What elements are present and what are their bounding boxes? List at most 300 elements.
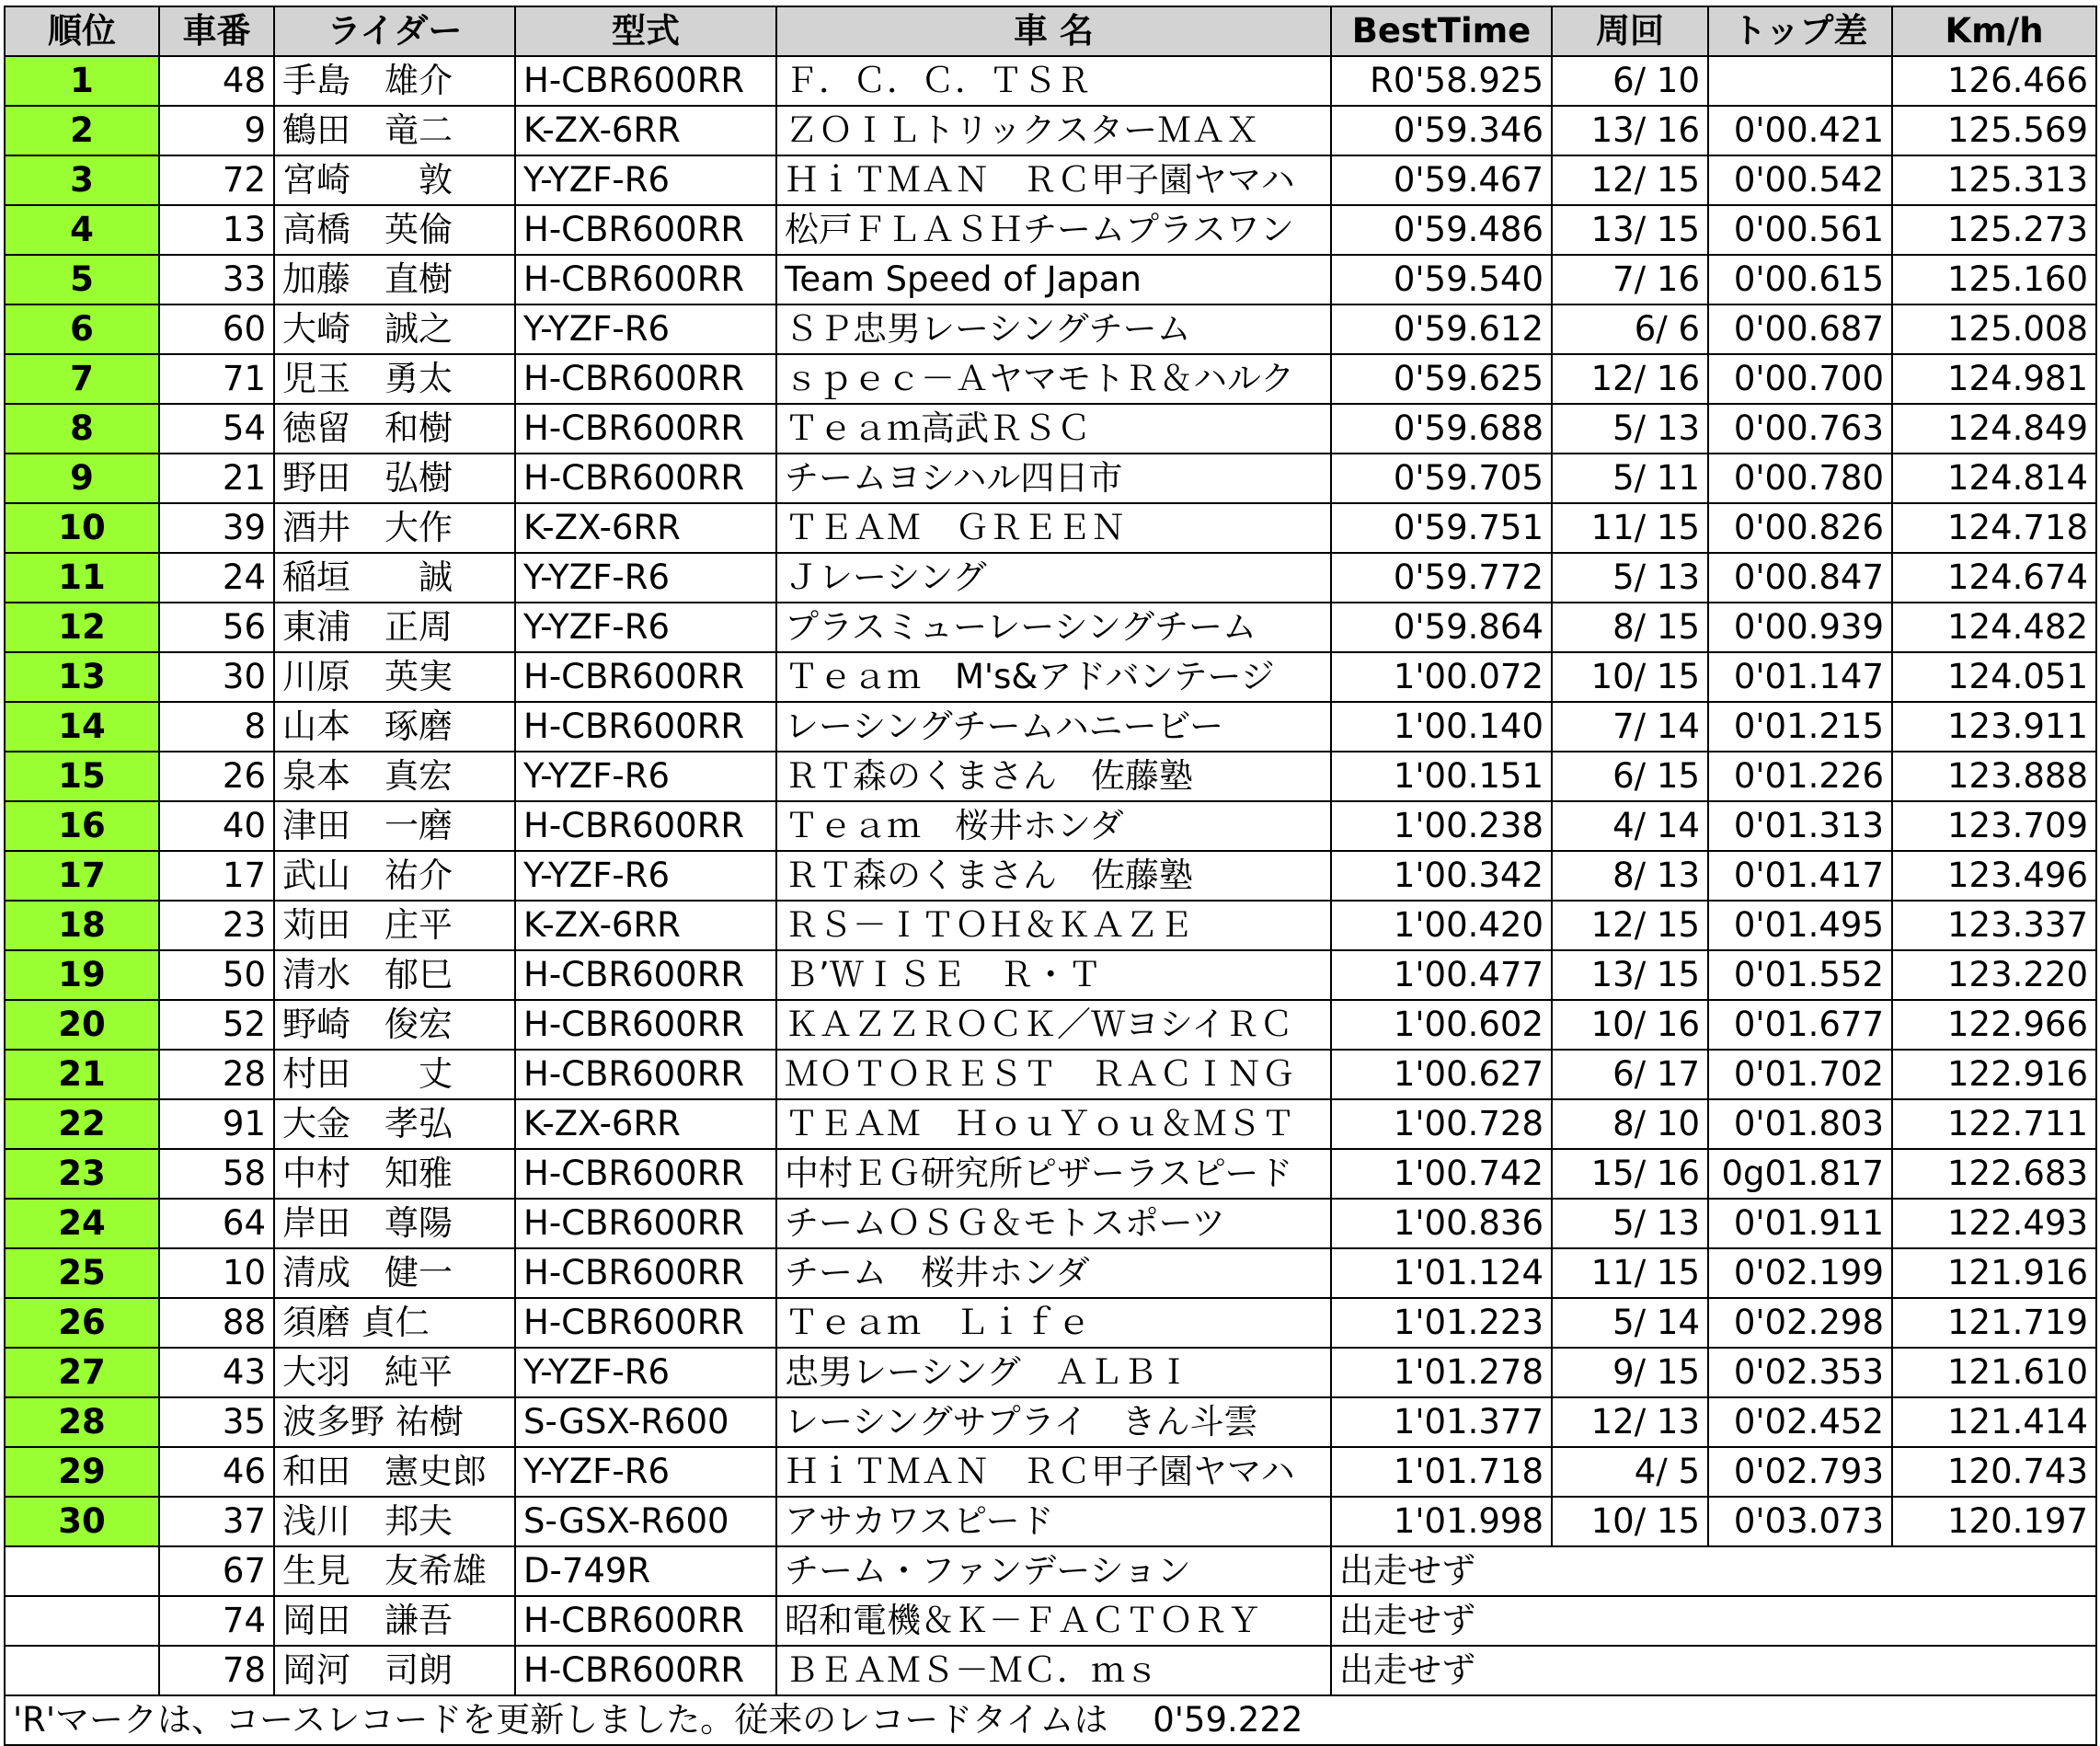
- car-number-cell: 48: [159, 56, 274, 106]
- model-cell: H-CBR600RR: [515, 1050, 776, 1099]
- col-header-model: 型式: [515, 6, 776, 56]
- gap-cell: 0'00.826: [1708, 503, 1892, 553]
- best-time-cell: 0'59.467: [1331, 155, 1552, 205]
- gap-cell: 0'02.199: [1708, 1248, 1892, 1298]
- gap-cell: 0'01.495: [1708, 901, 1892, 950]
- table-row: [5, 1497, 2096, 1546]
- model-cell: H-CBR600RR: [515, 1149, 776, 1199]
- best-time-cell: 0'59.346: [1331, 106, 1552, 155]
- team-cell: レーシングサプライ きん斗雲: [776, 1397, 1331, 1447]
- best-time-cell: 1'01.998: [1331, 1497, 1552, 1546]
- gap-cell: 0'01.677: [1708, 1000, 1892, 1050]
- lap-cell: 5/ 14: [1552, 1298, 1708, 1348]
- lap-cell: 12/ 13: [1552, 1397, 1708, 1447]
- best-time-cell: 0'59.540: [1331, 255, 1552, 304]
- table-row: [5, 801, 2096, 851]
- rank-cell: 20: [5, 1000, 159, 1050]
- rank-cell: 4: [5, 205, 159, 255]
- model-cell: Y-YZF-R6: [515, 752, 776, 801]
- car-number-cell: 54: [159, 404, 274, 454]
- table-row: [5, 205, 2096, 255]
- rider-cell: 児玉 勇太: [274, 354, 515, 404]
- team-cell: ＲＴ森のくまさん 佐藤塾: [776, 851, 1331, 901]
- model-cell: Y-YZF-R6: [515, 304, 776, 354]
- table-row: [5, 901, 2096, 950]
- table-row: [5, 304, 2096, 354]
- rider-cell: 清水 郁巳: [274, 950, 515, 1000]
- model-cell: K-ZX-6RR: [515, 106, 776, 155]
- best-time-cell: 1'00.836: [1331, 1199, 1552, 1248]
- team-cell: ＴＥＡＭ ＧＲＥＥＮ: [776, 503, 1331, 553]
- table-row: [5, 1397, 2096, 1447]
- rank-cell: 15: [5, 752, 159, 801]
- rank-cell-empty: [5, 1596, 159, 1646]
- speed-cell: 125.313: [1892, 155, 2096, 205]
- rank-cell: 28: [5, 1397, 159, 1447]
- car-number-cell: 71: [159, 354, 274, 404]
- model-cell: H-CBR600RR: [515, 205, 776, 255]
- car-number-cell: 58: [159, 1149, 274, 1199]
- rider-cell: 須磨 貞仁: [274, 1298, 515, 1348]
- model-cell: H-CBR600RR: [515, 950, 776, 1000]
- team-cell: ｓｐｅｃ－ＡヤマモトＲ＆ハルク: [776, 354, 1331, 404]
- lap-cell: 5/ 11: [1552, 454, 1708, 503]
- car-number-cell: 64: [159, 1199, 274, 1248]
- lap-cell: 15/ 16: [1552, 1149, 1708, 1199]
- rider-cell: 東浦 正周: [274, 603, 515, 652]
- car-number-cell: 43: [159, 1348, 274, 1397]
- rider-cell: 山本 琢磨: [274, 702, 515, 752]
- best-time-cell: 1'00.420: [1331, 901, 1552, 950]
- gap-cell: 0'01.702: [1708, 1050, 1892, 1099]
- model-cell: S-GSX-R600: [515, 1397, 776, 1447]
- speed-cell: 123.888: [1892, 752, 2096, 801]
- speed-cell: 120.197: [1892, 1497, 2096, 1546]
- speed-cell: 122.966: [1892, 1000, 2096, 1050]
- car-number-cell: 21: [159, 454, 274, 503]
- speed-cell: 121.719: [1892, 1298, 2096, 1348]
- team-cell: ＲＳ－ＩＴＯＨ＆ＫＡＺＥ: [776, 901, 1331, 950]
- gap-cell: 0'02.793: [1708, 1447, 1892, 1497]
- team-cell: チームヨシハル四日市: [776, 454, 1331, 503]
- gap-cell: 0'01.552: [1708, 950, 1892, 1000]
- lap-cell: 6/ 17: [1552, 1050, 1708, 1099]
- rider-cell: 生見 友希雄: [274, 1546, 515, 1596]
- best-time-cell: 1'01.124: [1331, 1248, 1552, 1298]
- rank-cell: 5: [5, 255, 159, 304]
- results-table: [4, 6, 2097, 1746]
- table-row: [5, 503, 2096, 553]
- lap-cell: 9/ 15: [1552, 1348, 1708, 1397]
- status-cell: 出走せず: [1331, 1646, 2096, 1695]
- table-row: [5, 354, 2096, 404]
- car-number-cell: 30: [159, 652, 274, 702]
- model-cell: H-CBR600RR: [515, 1298, 776, 1348]
- car-number-cell: 23: [159, 901, 274, 950]
- rank-cell: 29: [5, 1447, 159, 1497]
- rider-cell: 中村 知雅: [274, 1149, 515, 1199]
- gap-cell: 0'01.215: [1708, 702, 1892, 752]
- best-time-cell: 1'00.342: [1331, 851, 1552, 901]
- rider-cell: 苅田 庄平: [274, 901, 515, 950]
- lap-cell: 8/ 15: [1552, 603, 1708, 652]
- gap-cell: 0'01.226: [1708, 752, 1892, 801]
- dns-row: [5, 1646, 2096, 1695]
- rank-cell: 18: [5, 901, 159, 950]
- model-cell: H-CBR600RR: [515, 1199, 776, 1248]
- best-time-cell: R0'58.925: [1331, 56, 1552, 106]
- best-time-cell: 1'00.602: [1331, 1000, 1552, 1050]
- rank-cell: 17: [5, 851, 159, 901]
- rank-cell: 25: [5, 1248, 159, 1298]
- table-row: [5, 950, 2096, 1000]
- rank-cell: 14: [5, 702, 159, 752]
- best-time-cell: 1'01.377: [1331, 1397, 1552, 1447]
- gap-cell: [1708, 56, 1892, 106]
- record-note: 'R'マークは、コースレコードを更新しました。従来のレコードタイムは 0'59.222: [5, 1695, 2096, 1745]
- team-cell: ＲＴ森のくまさん 佐藤塾: [776, 752, 1331, 801]
- speed-cell: 125.160: [1892, 255, 2096, 304]
- rank-cell: 21: [5, 1050, 159, 1099]
- speed-cell: 120.743: [1892, 1447, 2096, 1497]
- car-number-cell: 28: [159, 1050, 274, 1099]
- gap-cell: 0'00.542: [1708, 155, 1892, 205]
- table-row: [5, 752, 2096, 801]
- speed-cell: 122.493: [1892, 1199, 2096, 1248]
- model-cell: Y-YZF-R6: [515, 851, 776, 901]
- car-number-cell: 39: [159, 503, 274, 553]
- best-time-cell: 0'59.625: [1331, 354, 1552, 404]
- rider-cell: 村田 丈: [274, 1050, 515, 1099]
- car-number-cell: 13: [159, 205, 274, 255]
- car-number-cell: 46: [159, 1447, 274, 1497]
- rider-cell: 泉本 真宏: [274, 752, 515, 801]
- car-number-cell: 9: [159, 106, 274, 155]
- table-row: [5, 255, 2096, 304]
- rank-cell: 27: [5, 1348, 159, 1397]
- rider-cell: 酒井 大作: [274, 503, 515, 553]
- table-row: [5, 603, 2096, 652]
- team-cell: Ｔｅａｍ M's&アドバンテージ: [776, 652, 1331, 702]
- col-header-gap: トップ差: [1708, 6, 1892, 56]
- gap-cell: 0'00.687: [1708, 304, 1892, 354]
- speed-cell: 123.496: [1892, 851, 2096, 901]
- col-header-rank: 順位: [5, 6, 159, 56]
- rank-cell: 9: [5, 454, 159, 503]
- car-number-cell: 40: [159, 801, 274, 851]
- speed-cell: 125.569: [1892, 106, 2096, 155]
- table-row: [5, 56, 2096, 106]
- team-cell: 松戸ＦＬＡＳＨチームプラスワン: [776, 205, 1331, 255]
- rank-cell: 3: [5, 155, 159, 205]
- speed-cell: 125.273: [1892, 205, 2096, 255]
- table-row: [5, 1000, 2096, 1050]
- car-number-cell: 72: [159, 155, 274, 205]
- rider-cell: 浅川 邦夫: [274, 1497, 515, 1546]
- rider-cell: 大崎 誠之: [274, 304, 515, 354]
- gap-cell: 0'00.561: [1708, 205, 1892, 255]
- rider-cell: 波多野 祐樹: [274, 1397, 515, 1447]
- table-row: [5, 851, 2096, 901]
- rank-cell: 22: [5, 1099, 159, 1149]
- speed-cell: 126.466: [1892, 56, 2096, 106]
- gap-cell: 0g01.817: [1708, 1149, 1892, 1199]
- lap-cell: 10/ 15: [1552, 1497, 1708, 1546]
- model-cell: H-CBR600RR: [515, 255, 776, 304]
- gap-cell: 0'01.147: [1708, 652, 1892, 702]
- lap-cell: 4/ 5: [1552, 1447, 1708, 1497]
- model-cell: H-CBR600RR: [515, 702, 776, 752]
- best-time-cell: 0'59.612: [1331, 304, 1552, 354]
- table-row: [5, 1298, 2096, 1348]
- col-header-lap: 周回: [1552, 6, 1708, 56]
- speed-cell: 121.414: [1892, 1397, 2096, 1447]
- team-cell: 忠男レーシング ＡＬＢＩ: [776, 1348, 1331, 1397]
- team-cell: ＢＥＡＭＳ－ＭＣ．ｍｓ: [776, 1646, 1331, 1695]
- table-row: [5, 702, 2096, 752]
- model-cell: K-ZX-6RR: [515, 503, 776, 553]
- lap-cell: 6/ 6: [1552, 304, 1708, 354]
- model-cell: Y-YZF-R6: [515, 1447, 776, 1497]
- rider-cell: 津田 一磨: [274, 801, 515, 851]
- speed-cell: 124.849: [1892, 404, 2096, 454]
- car-number-cell: 8: [159, 702, 274, 752]
- status-cell: 出走せず: [1331, 1596, 2096, 1646]
- rider-cell: 稲垣 誠: [274, 553, 515, 603]
- dns-row: [5, 1596, 2096, 1646]
- table-row: [5, 553, 2096, 603]
- rider-cell: 野崎 俊宏: [274, 1000, 515, 1050]
- speed-cell: 121.916: [1892, 1248, 2096, 1298]
- gap-cell: 0'01.313: [1708, 801, 1892, 851]
- lap-cell: 13/ 15: [1552, 205, 1708, 255]
- gap-cell: 0'01.803: [1708, 1099, 1892, 1149]
- col-header-team: 車 名: [776, 6, 1331, 56]
- rider-cell: 鶴田 竜二: [274, 106, 515, 155]
- lap-cell: 7/ 16: [1552, 255, 1708, 304]
- results-body: [5, 56, 2096, 1546]
- model-cell: D-749R: [515, 1546, 776, 1596]
- lap-cell: 5/ 13: [1552, 404, 1708, 454]
- best-time-cell: 1'00.742: [1331, 1149, 1552, 1199]
- model-cell: H-CBR600RR: [515, 1646, 776, 1695]
- car-number-cell: 74: [159, 1596, 274, 1646]
- speed-cell: 125.008: [1892, 304, 2096, 354]
- gap-cell: 0'01.911: [1708, 1199, 1892, 1248]
- lap-cell: 5/ 13: [1552, 553, 1708, 603]
- rider-cell: 高橋 英倫: [274, 205, 515, 255]
- lap-cell: 11/ 15: [1552, 1248, 1708, 1298]
- speed-cell: 124.482: [1892, 603, 2096, 652]
- team-cell: 昭和電機＆Ｋ－ＦＡＣＴＯＲＹ: [776, 1596, 1331, 1646]
- model-cell: Y-YZF-R6: [515, 603, 776, 652]
- col-header-speed: Km/h: [1892, 6, 2096, 56]
- car-number-cell: 24: [159, 553, 274, 603]
- speed-cell: 123.337: [1892, 901, 2096, 950]
- speed-cell: 124.718: [1892, 503, 2096, 553]
- rank-cell: 11: [5, 553, 159, 603]
- lap-cell: 12/ 15: [1552, 901, 1708, 950]
- table-row: [5, 652, 2096, 702]
- model-cell: H-CBR600RR: [515, 404, 776, 454]
- model-cell: Y-YZF-R6: [515, 1348, 776, 1397]
- team-cell: Ｔｅａｍ高武ＲＳＣ: [776, 404, 1331, 454]
- speed-cell: 124.051: [1892, 652, 2096, 702]
- model-cell: Y-YZF-R6: [515, 155, 776, 205]
- gap-cell: 0'00.780: [1708, 454, 1892, 503]
- team-cell: Ｆ．Ｃ．Ｃ．ＴＳＲ: [776, 56, 1331, 106]
- model-cell: K-ZX-6RR: [515, 901, 776, 950]
- car-number-cell: 78: [159, 1646, 274, 1695]
- best-time-cell: 0'59.688: [1331, 404, 1552, 454]
- gap-cell: 0'00.615: [1708, 255, 1892, 304]
- gap-cell: 0'00.700: [1708, 354, 1892, 404]
- gap-cell: 0'02.452: [1708, 1397, 1892, 1447]
- best-time-cell: 1'01.278: [1331, 1348, 1552, 1397]
- team-cell: レーシングチームハニービー: [776, 702, 1331, 752]
- rider-cell: 武山 祐介: [274, 851, 515, 901]
- model-cell: H-CBR600RR: [515, 1248, 776, 1298]
- best-time-cell: 1'00.477: [1331, 950, 1552, 1000]
- model-cell: H-CBR600RR: [515, 1596, 776, 1646]
- best-time-cell: 0'59.864: [1331, 603, 1552, 652]
- rank-cell: 13: [5, 652, 159, 702]
- car-number-cell: 88: [159, 1298, 274, 1348]
- rider-cell: 和田 憲史郎: [274, 1447, 515, 1497]
- team-cell: Ｂ’ＷＩＳＥ Ｒ・Ｔ: [776, 950, 1331, 1000]
- dns-row: [5, 1546, 2096, 1596]
- rider-cell: 大金 孝弘: [274, 1099, 515, 1149]
- team-cell: アサカワスピード: [776, 1497, 1331, 1546]
- table-row: [5, 106, 2096, 155]
- rider-cell: 手島 雄介: [274, 56, 515, 106]
- rank-cell: 10: [5, 503, 159, 553]
- car-number-cell: 52: [159, 1000, 274, 1050]
- rank-cell: 16: [5, 801, 159, 851]
- team-cell: ＫＡＺＺＲＯＣＫ／ＷヨシイＲＣ: [776, 1000, 1331, 1050]
- team-cell: チーム・ファンデーション: [776, 1546, 1331, 1596]
- speed-cell: 122.711: [1892, 1099, 2096, 1149]
- team-cell: ＳＰ忠男レーシングチーム: [776, 304, 1331, 354]
- lap-cell: 12/ 15: [1552, 155, 1708, 205]
- team-cell: Ｊレーシング: [776, 553, 1331, 603]
- lap-cell: 11/ 15: [1552, 503, 1708, 553]
- lap-cell: 6/ 15: [1552, 752, 1708, 801]
- model-cell: H-CBR600RR: [515, 652, 776, 702]
- rank-cell: 19: [5, 950, 159, 1000]
- rank-cell: 23: [5, 1149, 159, 1199]
- speed-cell: 123.220: [1892, 950, 2096, 1000]
- rider-cell: 岡河 司朗: [274, 1646, 515, 1695]
- gap-cell: 0'02.353: [1708, 1348, 1892, 1397]
- team-cell: ＨｉＴＭＡＮ ＲＣ甲子園ヤマハ: [776, 155, 1331, 205]
- car-number-cell: 37: [159, 1497, 274, 1546]
- team-cell: Ｔｅａｍ 桜井ホンダ: [776, 801, 1331, 851]
- car-number-cell: 67: [159, 1546, 274, 1596]
- col-header-best-time: BestTime: [1331, 6, 1552, 56]
- lap-cell: 8/ 10: [1552, 1099, 1708, 1149]
- team-cell: ＨｉＴＭＡＮ ＲＣ甲子園ヤマハ: [776, 1447, 1331, 1497]
- table-row: [5, 454, 2096, 503]
- header-row: [5, 6, 2096, 56]
- gap-cell: 0'01.417: [1708, 851, 1892, 901]
- best-time-cell: 1'00.728: [1331, 1099, 1552, 1149]
- lap-cell: 13/ 16: [1552, 106, 1708, 155]
- team-cell: チーム 桜井ホンダ: [776, 1248, 1331, 1298]
- table-row: [5, 1199, 2096, 1248]
- best-time-cell: 1'00.140: [1331, 702, 1552, 752]
- model-cell: H-CBR600RR: [515, 56, 776, 106]
- model-cell: H-CBR600RR: [515, 801, 776, 851]
- rank-cell-empty: [5, 1546, 159, 1596]
- car-number-cell: 10: [159, 1248, 274, 1298]
- best-time-cell: 0'59.772: [1331, 553, 1552, 603]
- rider-cell: 岸田 尊陽: [274, 1199, 515, 1248]
- gap-cell: 0'00.763: [1708, 404, 1892, 454]
- best-time-cell: 1'01.223: [1331, 1298, 1552, 1348]
- rider-cell: 宮崎 敦: [274, 155, 515, 205]
- best-time-cell: 1'00.238: [1331, 801, 1552, 851]
- rank-cell: 8: [5, 404, 159, 454]
- rank-cell-empty: [5, 1646, 159, 1695]
- col-header-car-number: 車番: [159, 6, 274, 56]
- speed-cell: 124.981: [1892, 354, 2096, 404]
- speed-cell: 122.916: [1892, 1050, 2096, 1099]
- gap-cell: 0'00.421: [1708, 106, 1892, 155]
- team-cell: チームＯＳＧ＆モトスポーツ: [776, 1199, 1331, 1248]
- car-number-cell: 91: [159, 1099, 274, 1149]
- model-cell: Y-YZF-R6: [515, 553, 776, 603]
- best-time-cell: 1'00.151: [1331, 752, 1552, 801]
- rider-cell: 川原 英実: [274, 652, 515, 702]
- rank-cell: 2: [5, 106, 159, 155]
- rank-cell: 6: [5, 304, 159, 354]
- lap-cell: 8/ 13: [1552, 851, 1708, 901]
- team-cell: Team Speed of Japan: [776, 255, 1331, 304]
- lap-cell: 10/ 15: [1552, 652, 1708, 702]
- team-cell: ＴＥＡＭ ＨｏｕＹｏｕ＆ＭＳＴ: [776, 1099, 1331, 1149]
- note-row: [5, 1695, 2096, 1745]
- gap-cell: 0'00.939: [1708, 603, 1892, 652]
- best-time-cell: 0'59.705: [1331, 454, 1552, 503]
- car-number-cell: 35: [159, 1397, 274, 1447]
- table-row: [5, 1050, 2096, 1099]
- rider-cell: 野田 弘樹: [274, 454, 515, 503]
- col-header-rider: ライダー: [274, 6, 515, 56]
- table-row: [5, 1149, 2096, 1199]
- rank-cell: 24: [5, 1199, 159, 1248]
- model-cell: H-CBR600RR: [515, 354, 776, 404]
- car-number-cell: 60: [159, 304, 274, 354]
- rank-cell: 26: [5, 1298, 159, 1348]
- best-time-cell: 1'00.072: [1331, 652, 1552, 702]
- status-cell: 出走せず: [1331, 1546, 2096, 1596]
- team-cell: 中村ＥＧ研究所ピザーラスピード: [776, 1149, 1331, 1199]
- best-time-cell: 0'59.751: [1331, 503, 1552, 553]
- lap-cell: 6/ 10: [1552, 56, 1708, 106]
- team-cell: プラスミューレーシングチーム: [776, 603, 1331, 652]
- rank-cell: 7: [5, 354, 159, 404]
- lap-cell: 10/ 16: [1552, 1000, 1708, 1050]
- table-row: [5, 404, 2096, 454]
- team-cell: ＭＯＴＯＲＥＳＴ ＲＡＣＩＮＧ: [776, 1050, 1331, 1099]
- speed-cell: 124.814: [1892, 454, 2096, 503]
- car-number-cell: 50: [159, 950, 274, 1000]
- rider-cell: 加藤 直樹: [274, 255, 515, 304]
- lap-cell: 13/ 15: [1552, 950, 1708, 1000]
- model-cell: K-ZX-6RR: [515, 1099, 776, 1149]
- team-cell: Ｔｅａｍ Ｌｉｆｅ: [776, 1298, 1331, 1348]
